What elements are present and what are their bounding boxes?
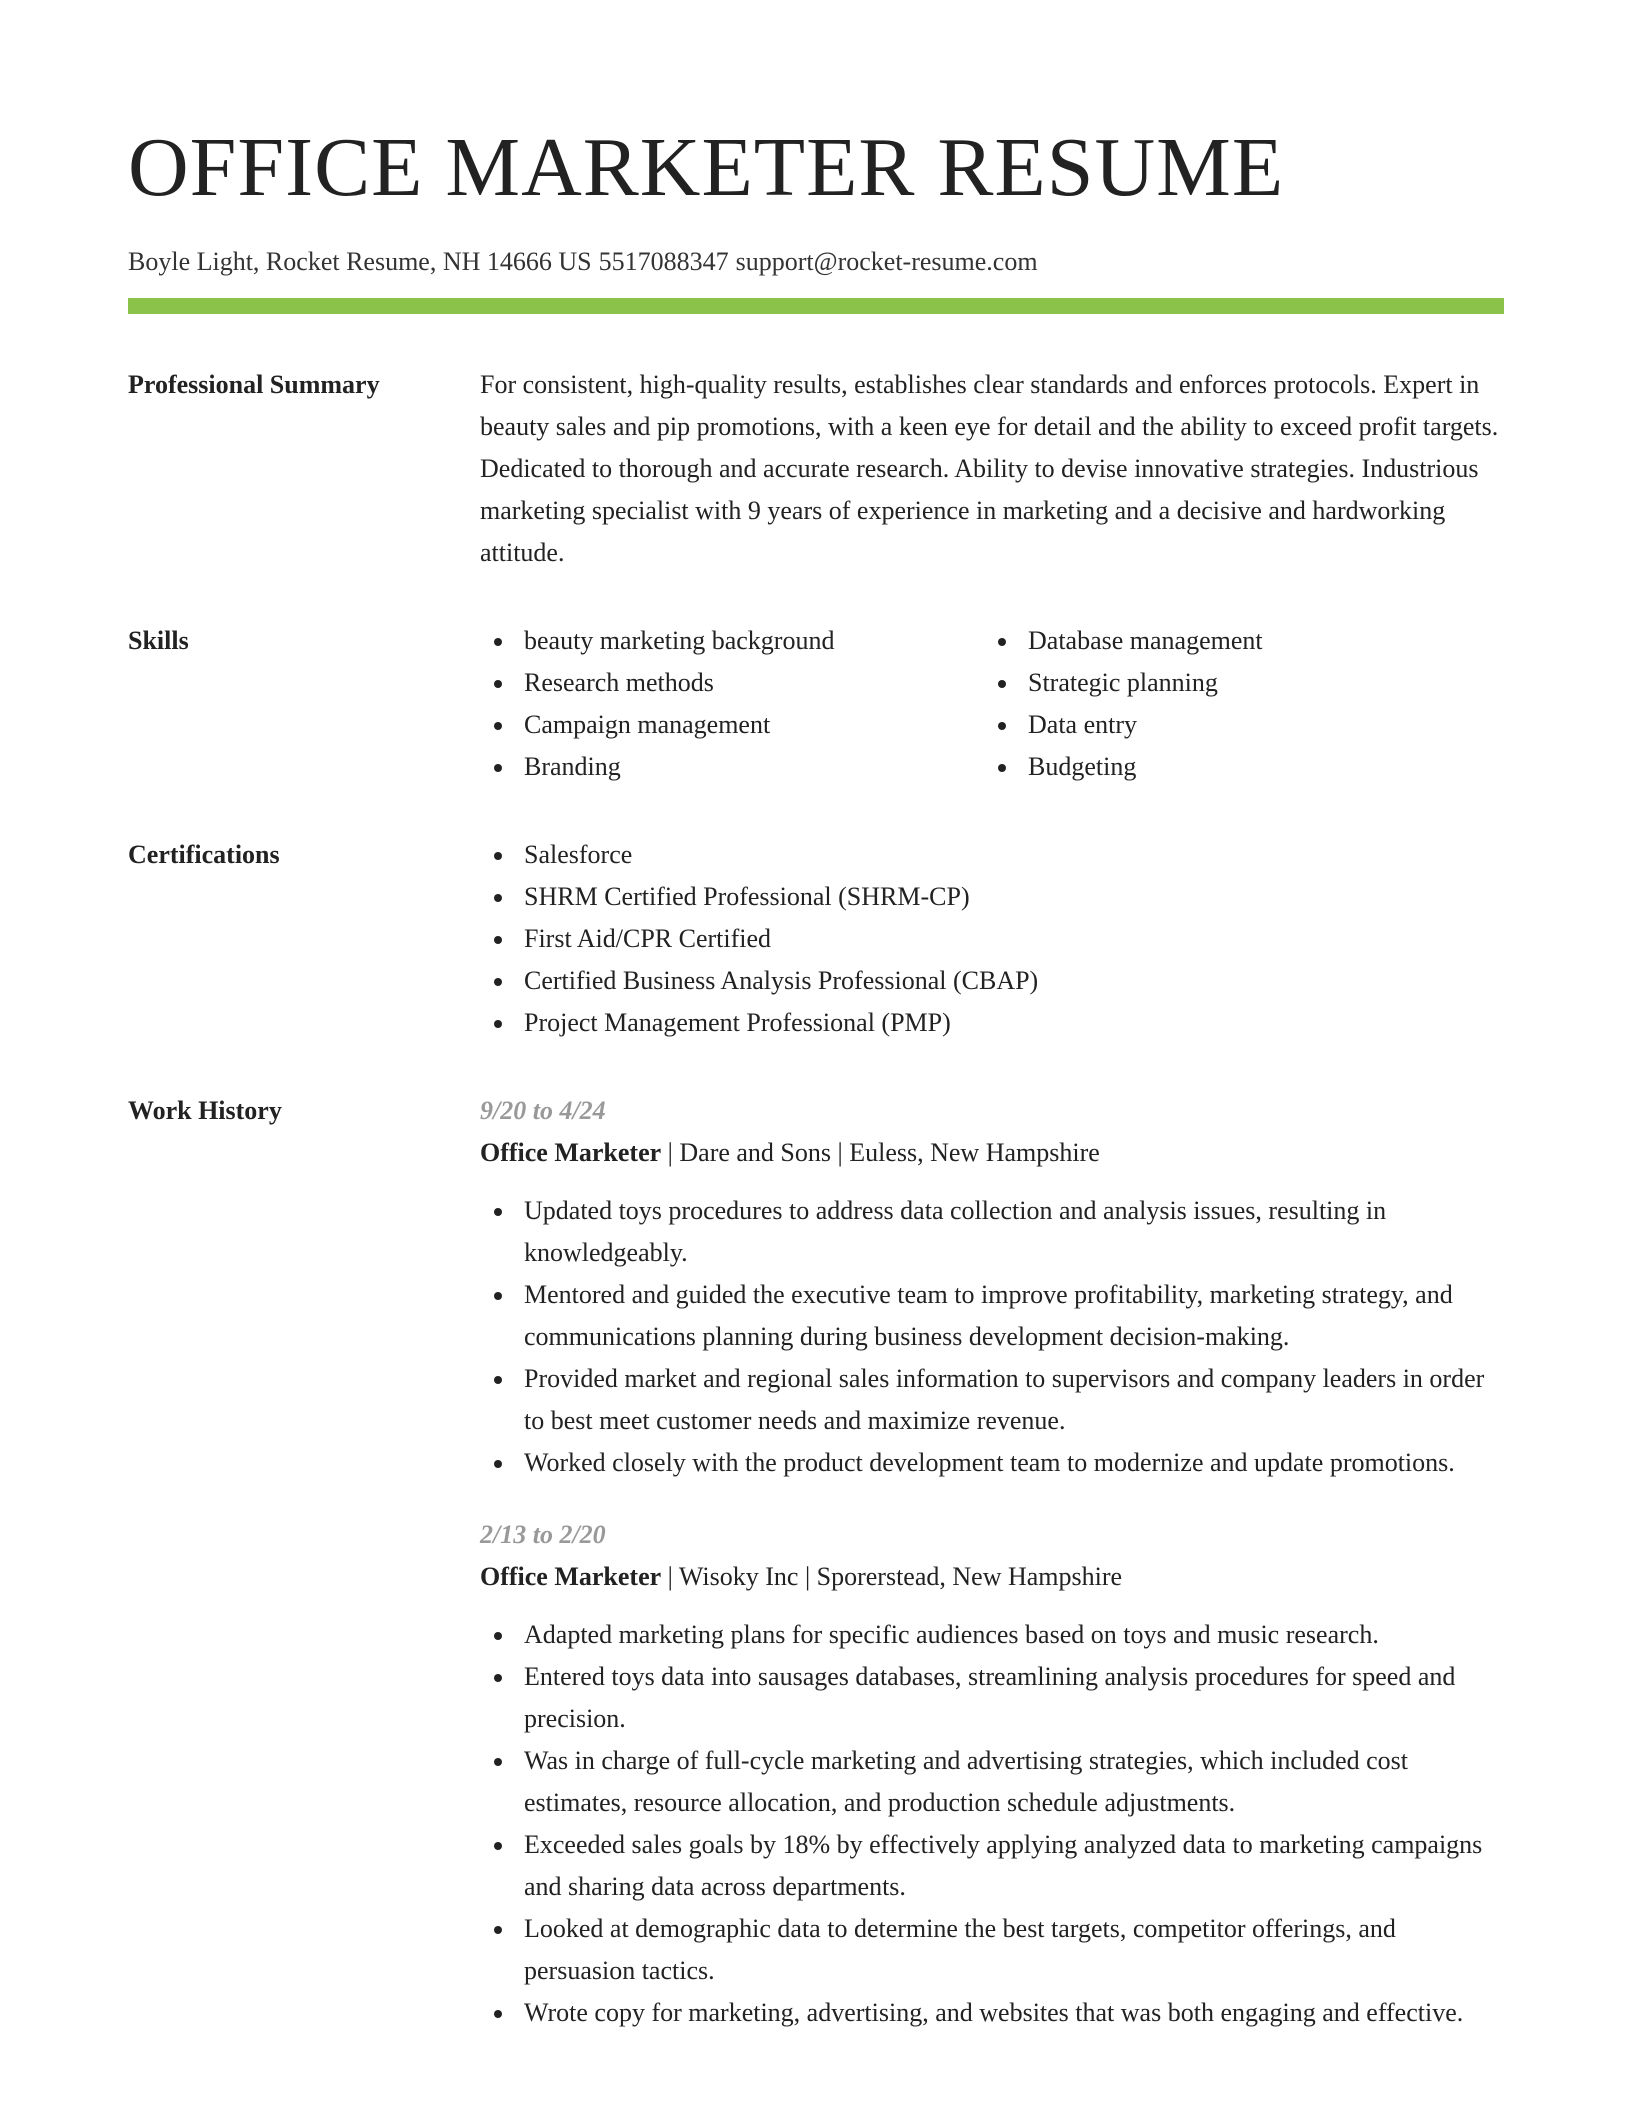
skill-item: Budgeting bbox=[984, 746, 1504, 788]
skill-item: Data entry bbox=[984, 704, 1504, 746]
job-employer-location: | Wisoky Inc | Sporerstead, New Hampshire bbox=[661, 1562, 1123, 1591]
section-heading-certifications: Certifications bbox=[128, 840, 280, 869]
job-entry bbox=[480, 1514, 1504, 2034]
skills-list bbox=[480, 620, 1504, 788]
certification-item: Project Management Professional (PMP) bbox=[480, 1002, 1504, 1044]
skill-item: beauty marketing background bbox=[480, 620, 984, 662]
job-bullet: Was in charge of full-cycle marketing and advertising strategies, which included cost estimates, resource allocation, and production schedule adjustments. bbox=[480, 1740, 1504, 1824]
section-heading-skills: Skills bbox=[128, 626, 189, 655]
skills-section bbox=[128, 620, 1504, 788]
skill-item: Branding bbox=[480, 746, 984, 788]
job-bullet: Mentored and guided the executive team to improve profitability, marketing strategy, and communications planning during business development decision-making. bbox=[480, 1274, 1504, 1358]
skill-item: Research methods bbox=[480, 662, 984, 704]
job-bullet: Adapted marketing plans for specific audiences based on toys and music research. bbox=[480, 1614, 1504, 1656]
job-bullets bbox=[480, 1190, 1504, 1484]
job-dates: 2/13 to 2/20 bbox=[480, 1520, 606, 1549]
skill-item: Strategic planning bbox=[984, 662, 1504, 704]
summary-section bbox=[128, 364, 1504, 574]
certification-item: SHRM Certified Professional (SHRM-CP) bbox=[480, 876, 1504, 918]
job-bullet: Exceeded sales goals by 18% by effectively applying analyzed data to marketing campaigns and sharing data across departments. bbox=[480, 1824, 1504, 1908]
job-title: Office Marketer bbox=[480, 1562, 662, 1591]
job-bullets bbox=[480, 1614, 1504, 2034]
contact-address: Boyle Light, Rocket Resume, NH 14666 US bbox=[128, 247, 592, 276]
certifications-section bbox=[128, 834, 1504, 1044]
certification-item: Certified Business Analysis Professional (CBAP) bbox=[480, 960, 1504, 1002]
job-heading bbox=[480, 1556, 1504, 1598]
job-bullet: Looked at demographic data to determine the best targets, competitor offerings, and persuasion tactics. bbox=[480, 1908, 1504, 1992]
section-heading-summary: Professional Summary bbox=[128, 370, 380, 399]
certification-item: Salesforce bbox=[480, 834, 1504, 876]
skill-item: Campaign management bbox=[480, 704, 984, 746]
job-bullet: Worked closely with the product development team to modernize and update promotions. bbox=[480, 1442, 1504, 1484]
job-bullet: Provided market and regional sales information to supervisors and company leaders in order to best meet customer needs and maximize revenue. bbox=[480, 1358, 1504, 1442]
summary-text: For consistent, high-quality results, establishes clear standards and enforces protocols. Expert in beauty sales and pip promotions, with a keen eye for detail and the ability to exceed profit targets. Dedicated to thorough and accurate research. Ability to devise innovative strategies. Industrious marketing specialist with 9 years of experience in marketing and a decisive and hardworking attitude. bbox=[480, 370, 1499, 567]
skill-item: Database management bbox=[984, 620, 1504, 662]
job-heading bbox=[480, 1132, 1504, 1174]
certification-item: First Aid/CPR Certified bbox=[480, 918, 1504, 960]
header-divider bbox=[128, 298, 1504, 314]
contact-phone: 5517088347 bbox=[598, 247, 729, 276]
certifications-list bbox=[480, 834, 1504, 1044]
contact-email: support@rocket-resume.com bbox=[735, 247, 1038, 276]
job-bullet: Wrote copy for marketing, advertising, and websites that was both engaging and effective. bbox=[480, 1992, 1504, 2034]
job-entry bbox=[480, 1090, 1504, 1484]
job-bullet: Entered toys data into sausages databases, streamlining analysis procedures for speed and precision. bbox=[480, 1656, 1504, 1740]
job-title: Office Marketer bbox=[480, 1138, 662, 1167]
job-dates: 9/20 to 4/24 bbox=[480, 1096, 606, 1125]
resume-page bbox=[128, 0, 1504, 2034]
contact-line bbox=[128, 246, 1504, 278]
job-bullet: Updated toys procedures to address data collection and analysis issues, resulting in knowledgeably. bbox=[480, 1190, 1504, 1274]
resume-title: OFFICE MARKETER RESUME bbox=[128, 121, 1285, 214]
section-heading-work-history: Work History bbox=[128, 1096, 282, 1125]
job-employer-location: | Dare and Sons | Euless, New Hampshire bbox=[661, 1138, 1100, 1167]
work-history-section bbox=[128, 1090, 1504, 2034]
